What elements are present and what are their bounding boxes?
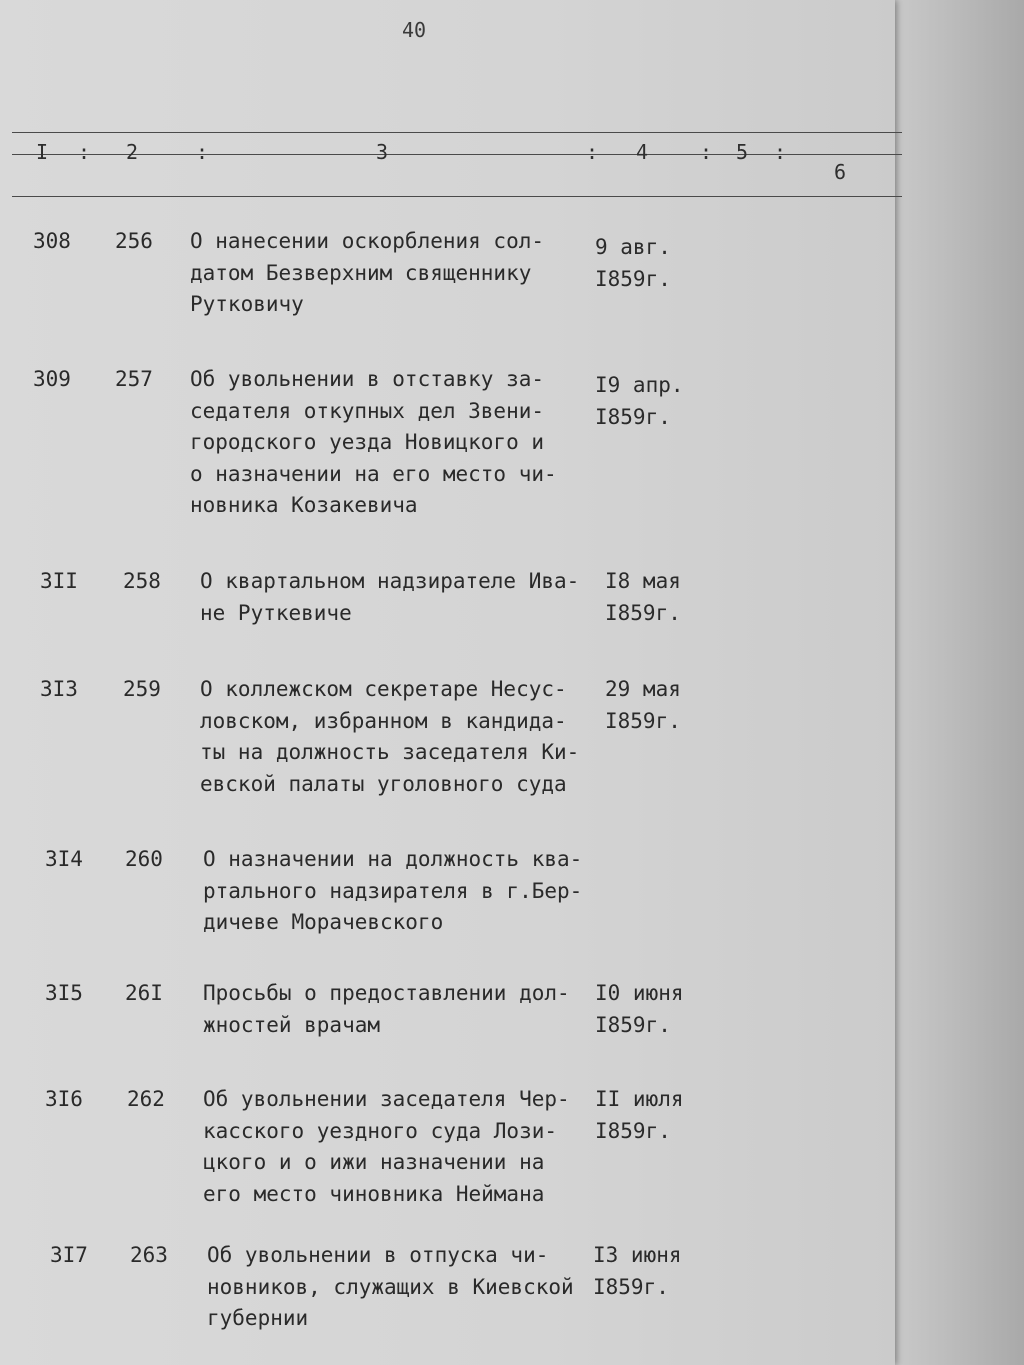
column-header-5: 5: [736, 140, 749, 164]
description-line: О коллежском секретаре Несус-: [200, 677, 567, 701]
row-number: 309: [33, 367, 71, 391]
date-line: 9 авг.: [595, 235, 671, 259]
case-number: 256: [115, 229, 153, 253]
date-line: I859г.: [595, 404, 671, 429]
case-number: 262: [127, 1087, 165, 1111]
row-number: 3I3: [40, 677, 78, 701]
case-number: 258: [123, 569, 161, 593]
page-number: 40: [402, 18, 427, 42]
column-header-2: 2: [126, 140, 139, 164]
column-header-4: 4: [636, 140, 649, 164]
description-line: датом Безверхним священнику: [190, 260, 532, 285]
date-line: I3 июня: [593, 1243, 682, 1267]
date-line: II июля: [595, 1087, 684, 1111]
description-line: Об увольнении заседателя Чер-: [203, 1087, 570, 1111]
description-line: Рутковичу: [190, 292, 304, 316]
case-number: 263: [130, 1243, 168, 1267]
description-line: не Руткевиче: [200, 600, 352, 625]
description-line: касского уездного суда Лози-: [203, 1118, 558, 1143]
description-line: его место чиновника Неймана: [203, 1181, 545, 1206]
date-line: I8 мая: [605, 569, 681, 593]
description-line: Просьбы о предоставлении дол-: [203, 981, 570, 1005]
date-line: I859г.: [595, 1118, 671, 1143]
column-header-1: I: [36, 140, 49, 164]
column-separator-2: :: [196, 140, 209, 164]
row-number: 3I7: [50, 1243, 88, 1267]
header-rule-top: [12, 132, 902, 133]
row-number: 3I5: [45, 981, 83, 1005]
description-line: ты на должность заседателя Ки-: [200, 740, 580, 764]
description-line: цкого и о ижи назначении на: [203, 1150, 545, 1174]
row-number: 308: [33, 229, 71, 253]
column-separator-3: :: [586, 140, 599, 164]
date-line: I0 июня: [595, 981, 684, 1005]
page-edge-shadow: [893, 0, 1024, 1365]
column-separator-1: :: [78, 140, 91, 164]
description-line: седателя откупных дел Звени-: [190, 398, 545, 423]
case-number: 260: [125, 847, 163, 871]
date-line: I859г.: [605, 600, 681, 625]
description-line: губернии: [207, 1306, 309, 1330]
description-line: О квартальном надзирателе Ива-: [200, 569, 580, 593]
row-number: 3I4: [45, 847, 83, 871]
row-number: 3I6: [45, 1087, 83, 1111]
description-line: евской палаты уголовного суда: [200, 771, 567, 796]
description-line: Об увольнении в отпуска чи-: [207, 1243, 549, 1267]
description-line: новника Козакевича: [190, 493, 418, 517]
case-number: 26I: [125, 981, 163, 1005]
description-line: жностей врачам: [203, 1012, 381, 1037]
date-line: I859г.: [595, 1012, 671, 1037]
header-rule-bottom: [12, 196, 902, 197]
date-line: I9 апр.: [595, 373, 684, 397]
column-separator-5: :: [774, 140, 787, 164]
case-number: 259: [123, 677, 161, 701]
column-header-6: 6: [834, 160, 847, 184]
description-line: ртального надзирателя в г.Бер-: [203, 878, 583, 903]
date-line: I859г.: [593, 1274, 669, 1299]
description-line: О нанесении оскорбления сол-: [190, 229, 545, 253]
description-line: Об увольнении в отставку за-: [190, 367, 545, 391]
description-line: О назначении на должность ква-: [203, 847, 583, 871]
column-header-3: 3: [376, 140, 389, 164]
description-line: ловском, избранном в кандида-: [200, 708, 567, 733]
date-line: 29 мая: [605, 677, 681, 701]
description-line: о назначении на его место чи-: [190, 461, 557, 486]
description-line: городского уезда Новицкого и: [190, 430, 545, 454]
column-separator-4: :: [700, 140, 713, 164]
description-line: дичеве Морачевского: [203, 910, 444, 934]
row-number: 3II: [40, 569, 78, 593]
description-line: новников, служащих в Киевской: [207, 1274, 574, 1299]
date-line: I859г.: [605, 708, 681, 733]
case-number: 257: [115, 367, 153, 391]
header-rule-middle: [12, 154, 902, 155]
date-line: I859г.: [595, 266, 671, 291]
